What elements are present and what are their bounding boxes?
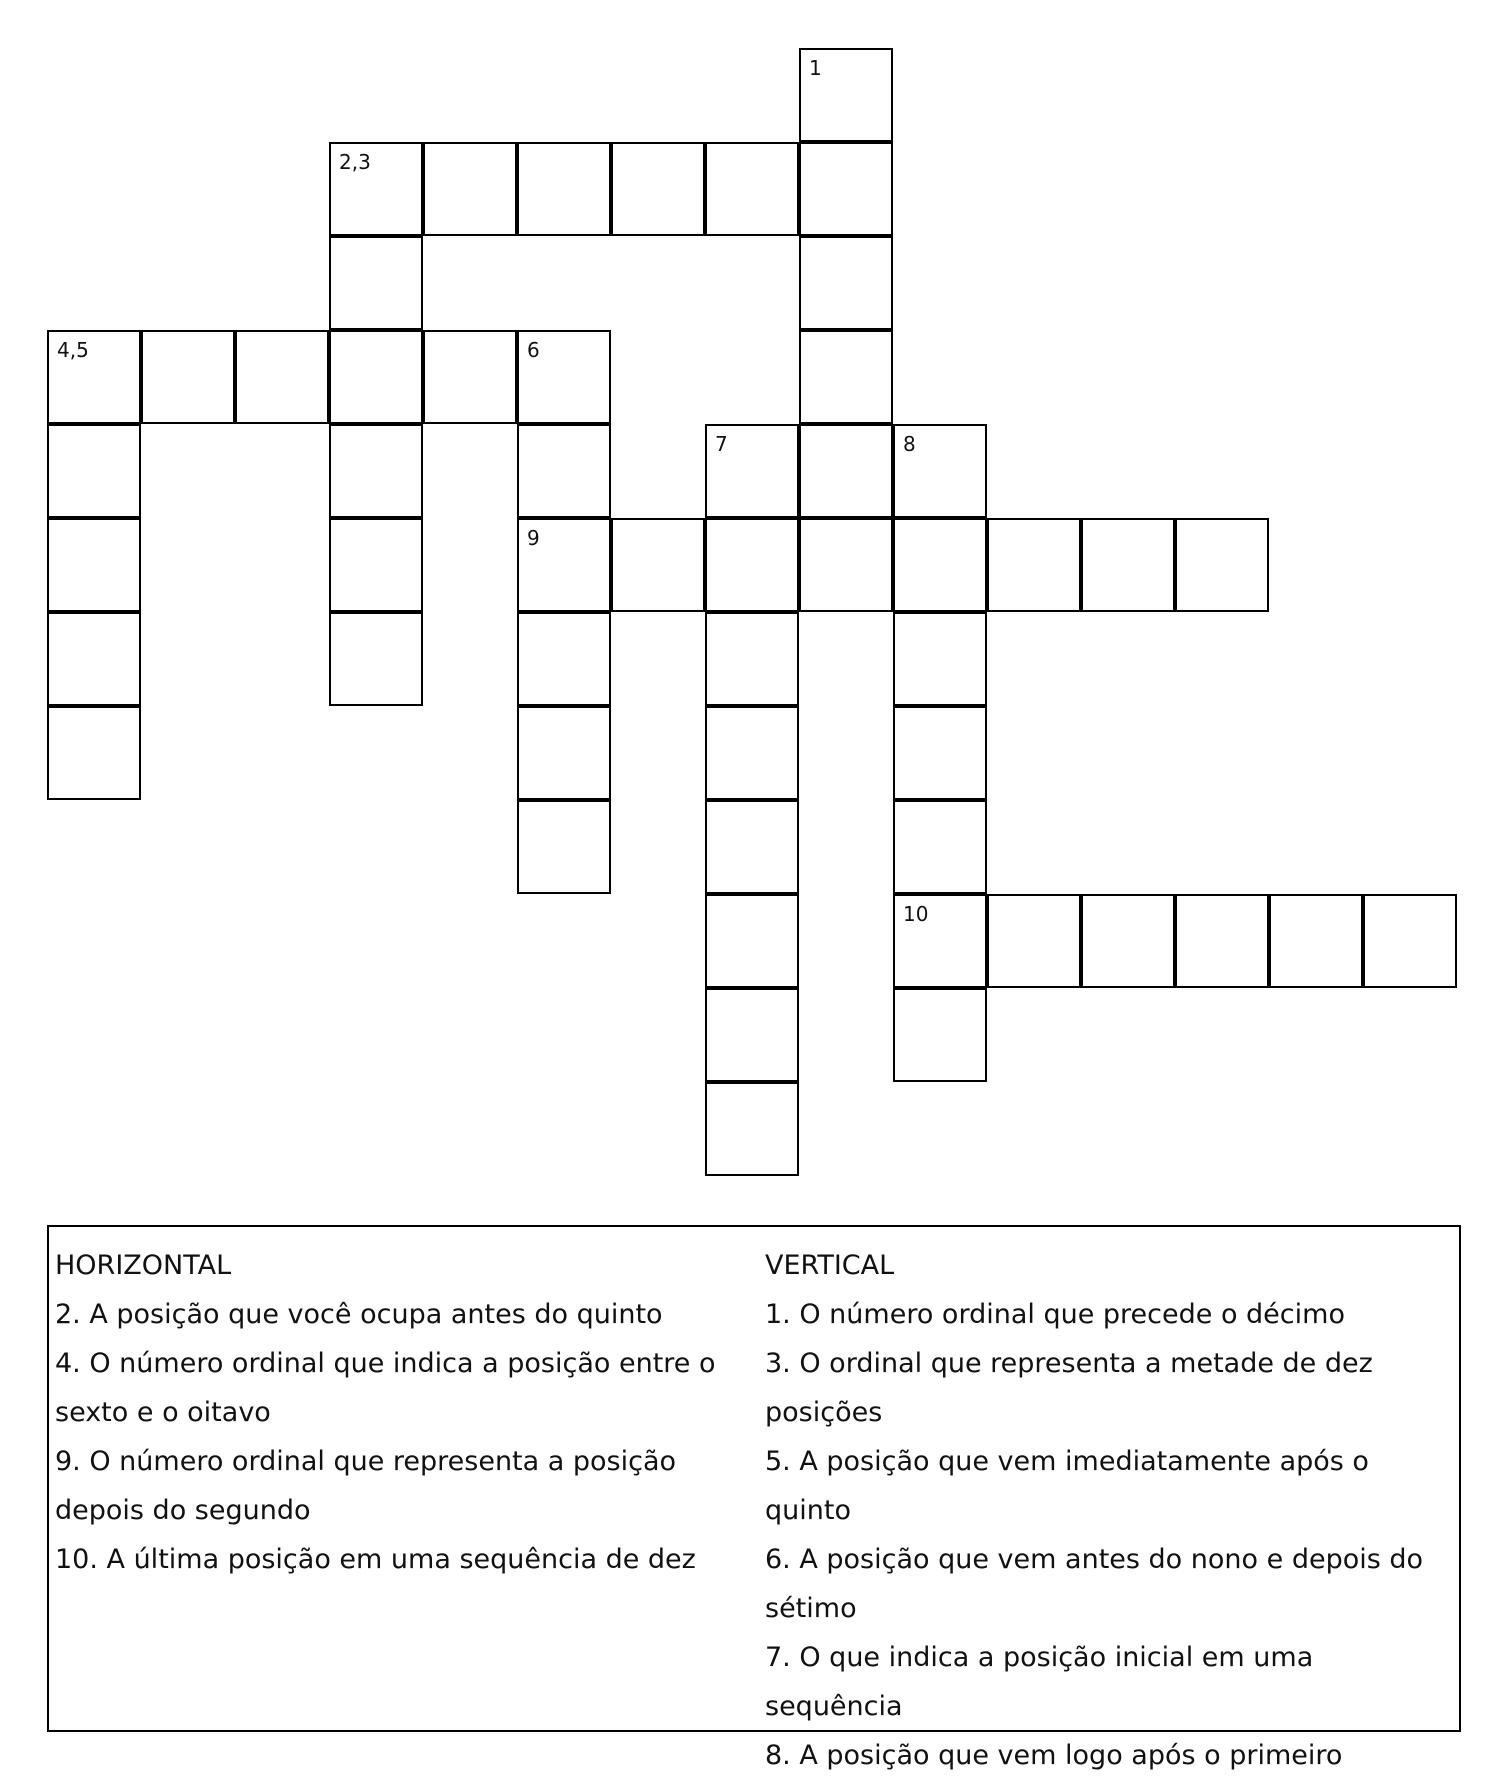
grid-cell[interactable] xyxy=(517,612,611,706)
grid-cell[interactable] xyxy=(893,424,987,518)
clue-vertical-1: 1. O número ordinal que precede o décimo xyxy=(765,1299,1345,1330)
grid-cell[interactable] xyxy=(141,330,235,424)
grid-cell[interactable] xyxy=(705,142,799,236)
grid-cell[interactable] xyxy=(517,142,611,236)
clue-number: 1 xyxy=(809,56,822,80)
grid-cell[interactable] xyxy=(517,518,611,612)
grid-cell[interactable] xyxy=(47,518,141,612)
grid-cell[interactable] xyxy=(47,612,141,706)
clue-vertical-6: 6. A posição que vem antes do nono e depois do sétimo xyxy=(765,1544,1424,1624)
grid-cell[interactable] xyxy=(799,48,893,142)
grid-cell[interactable] xyxy=(799,236,893,330)
grid-cell[interactable] xyxy=(893,988,987,1082)
grid-cell[interactable] xyxy=(611,142,705,236)
grid-cell[interactable] xyxy=(705,706,799,800)
grid-cell[interactable] xyxy=(893,894,987,988)
grid-cell[interactable] xyxy=(1363,894,1457,988)
vertical-clues xyxy=(765,1241,1455,1780)
clue-number: 2,3 xyxy=(339,150,371,174)
clue-vertical-3: 3. O ordinal que representa a metade de dez posições xyxy=(765,1348,1373,1428)
grid-cell[interactable] xyxy=(329,330,423,424)
grid-cell[interactable] xyxy=(1081,894,1175,988)
grid-cell[interactable] xyxy=(47,706,141,800)
grid-cell[interactable] xyxy=(47,330,141,424)
clue-number: 9 xyxy=(527,526,540,550)
grid-cell[interactable] xyxy=(705,424,799,518)
grid-cell[interactable] xyxy=(799,424,893,518)
grid-cell[interactable] xyxy=(517,706,611,800)
clues-box xyxy=(47,1225,1461,1771)
grid-cell[interactable] xyxy=(517,330,611,424)
grid-cell[interactable] xyxy=(235,330,329,424)
grid-cell[interactable] xyxy=(329,424,423,518)
grid-cell[interactable] xyxy=(799,142,893,236)
vertical-heading: VERTICAL xyxy=(765,1250,895,1281)
grid-cell[interactable] xyxy=(517,424,611,518)
grid-cell[interactable] xyxy=(423,330,517,424)
grid-cell[interactable] xyxy=(611,518,705,612)
clue-number: 7 xyxy=(715,432,728,456)
grid-cell[interactable] xyxy=(423,142,517,236)
grid-cell[interactable] xyxy=(893,800,987,894)
clue-horizontal-9: 9. O número ordinal que representa a posição depois do segundo xyxy=(55,1446,677,1526)
grid-cell[interactable] xyxy=(329,612,423,706)
grid-cell[interactable] xyxy=(1269,894,1363,988)
grid-cell[interactable] xyxy=(799,330,893,424)
clue-vertical-5: 5. A posição que vem imediatamente após o quinto xyxy=(765,1446,1369,1526)
grid-cell[interactable] xyxy=(705,988,799,1082)
grid-cell[interactable] xyxy=(705,894,799,988)
grid-cell[interactable] xyxy=(705,1082,799,1176)
grid-cell[interactable] xyxy=(47,424,141,518)
clue-horizontal-4: 4. O número ordinal que indica a posição entre o sexto e o oitavo xyxy=(55,1348,716,1428)
grid-cell[interactable] xyxy=(329,142,423,236)
grid-cell[interactable] xyxy=(1175,894,1269,988)
grid-cell[interactable] xyxy=(893,612,987,706)
horizontal-clues xyxy=(55,1241,745,1584)
clue-horizontal-10: 10. A última posição em uma sequência de dez xyxy=(55,1544,696,1575)
grid-cell[interactable] xyxy=(517,800,611,894)
grid-cell[interactable] xyxy=(1081,518,1175,612)
clue-number: 10 xyxy=(903,902,929,926)
clue-number: 8 xyxy=(903,432,916,456)
clue-horizontal-2: 2. A posição que você ocupa antes do quinto xyxy=(55,1299,663,1330)
clue-vertical-8: 8. A posição que vem logo após o primeiro xyxy=(765,1740,1343,1771)
horizontal-heading: HORIZONTAL xyxy=(55,1250,232,1281)
grid-cell[interactable] xyxy=(705,612,799,706)
grid-cell[interactable] xyxy=(893,706,987,800)
grid-cell[interactable] xyxy=(705,800,799,894)
grid-cell[interactable] xyxy=(987,518,1081,612)
grid-cell[interactable] xyxy=(987,894,1081,988)
grid-cell[interactable] xyxy=(329,518,423,612)
clue-number: 4,5 xyxy=(57,338,89,362)
clue-number: 6 xyxy=(527,338,540,362)
grid-cell[interactable] xyxy=(705,518,799,612)
grid-cell[interactable] xyxy=(1175,518,1269,612)
grid-cell[interactable] xyxy=(893,518,987,612)
clue-vertical-7: 7. O que indica a posição inicial em uma sequência xyxy=(765,1642,1314,1722)
grid-cell[interactable] xyxy=(799,518,893,612)
grid-cell[interactable] xyxy=(329,236,423,330)
